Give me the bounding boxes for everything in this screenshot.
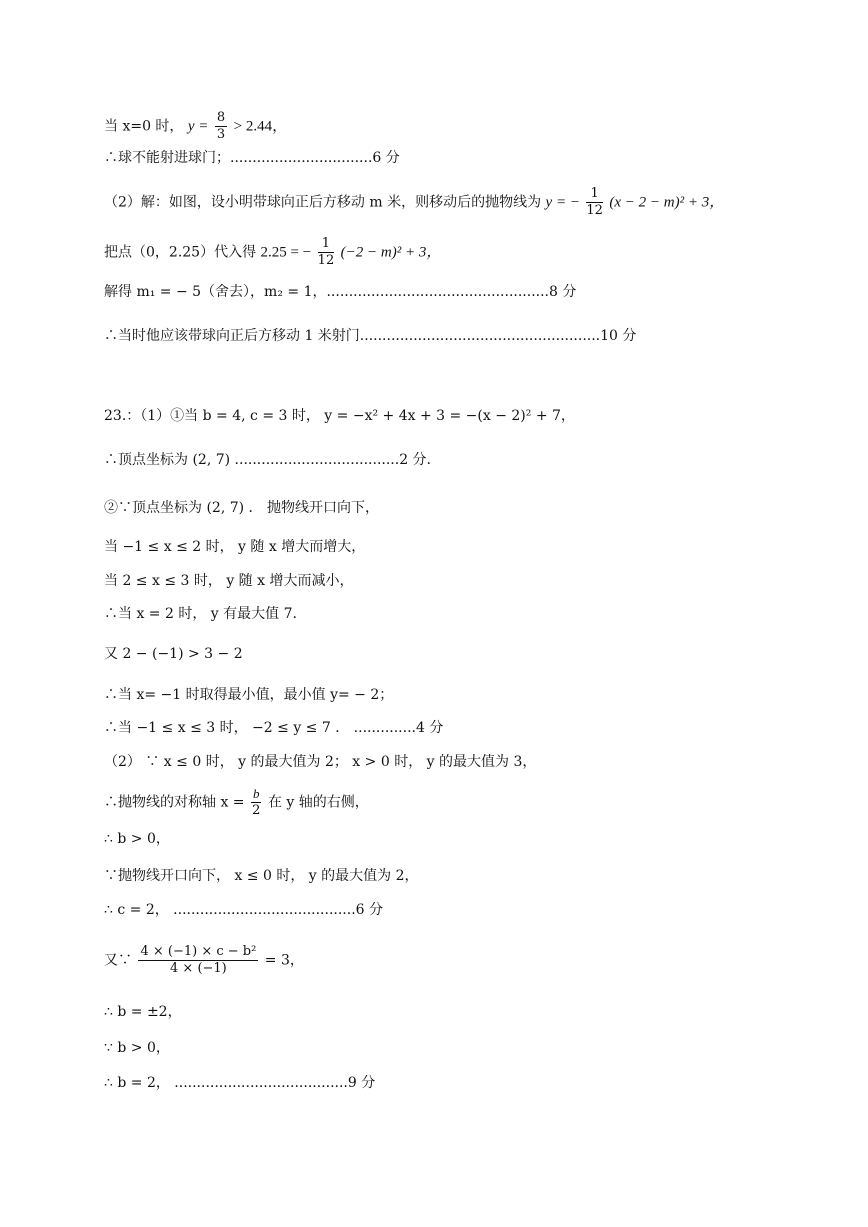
- substitute-text: 把点（0，2.25）代入得: [104, 244, 257, 261]
- text-line-14: ∴当 x= −1 时取得最小值，最小值 y= − 2；: [104, 687, 394, 703]
- text-line-4: [104, 236, 441, 269]
- x-zero-text: 当 x=0 时，: [104, 118, 184, 135]
- text-line-18: ∴ b > 0，: [104, 831, 170, 847]
- fraction-denominator: 12: [586, 203, 603, 218]
- axis-of-symmetry-text: ∴抛物线的对称轴 x =: [104, 794, 245, 811]
- text-line-1: [104, 110, 287, 143]
- fraction-1-12-b: [318, 236, 335, 269]
- text-line-10: 当 −1 ≤ x ≤ 2 时， y 随 x 增大而增大，: [104, 539, 366, 555]
- fraction-numerator: 1: [318, 236, 335, 253]
- text-line-17: [104, 786, 369, 819]
- equals-3: = 3，: [264, 952, 304, 969]
- fraction-denominator: 4 × (−1): [170, 961, 227, 976]
- text-line-7: 23.：（1）①当 b = 4, c = 3 时， y = −x² + 4x + 3 = −(x − 2)² + 7，: [104, 408, 575, 424]
- text-line-16: （2） ∵ x ≤ 0 时， y 的最大值为 2； x > 0 时， y 的最大值为 3，: [104, 754, 537, 770]
- equation-right: (−2 − m)² + 3，: [340, 244, 442, 261]
- parabola-tail: (x − 2 − m)² + 3，: [609, 194, 725, 211]
- text-line-24: ∴ b = 2， .......................................9 分: [104, 1075, 376, 1091]
- fraction-1-12: [586, 186, 603, 219]
- fraction-numerator: 8: [216, 110, 226, 125]
- fraction-numerator: b: [252, 786, 260, 801]
- text-line-23: ∵ b > 0，: [104, 1040, 170, 1056]
- text-line-20: ∴ c = 2， .........................................6 分: [104, 902, 384, 918]
- also-because: 又∵: [104, 952, 132, 969]
- y-neg: y = −: [545, 194, 580, 211]
- text-line-21: [104, 944, 304, 977]
- parabola-intro: （2）解：如图，设小明带球向正后方移动 m 米，则移动后的抛物线为: [104, 194, 542, 211]
- fraction-b-2: [251, 786, 262, 819]
- text-line-15: ∴当 −1 ≤ x ≤ 3 时， −2 ≤ y ≤ 7 ． ..............4 分: [104, 720, 444, 736]
- text-line-8: ∴顶点坐标为 (2, 7) .....................................2 分.: [104, 452, 432, 468]
- text-line-9: ②∵顶点坐标为 (2, 7) ． 抛物线开口向下，: [104, 500, 379, 516]
- text-line-19: ∵抛物线开口向下， x ≤ 0 时， y 的最大值为 2，: [104, 868, 419, 884]
- text-line-2: ∴球不能射进球门；................................6 分: [104, 150, 400, 166]
- gt-2-44: > 2.44，: [233, 118, 288, 135]
- fraction-numerator: 1: [586, 186, 603, 203]
- text-line-22: ∴ b = ±2，: [104, 1004, 182, 1020]
- y-equals: y =: [187, 118, 209, 135]
- text-line-5: 解得 m₁ = − 5（舍去），m₂ = 1，..................................................8 分: [104, 284, 577, 300]
- fraction-numerator: 4 × (−1) × c − b²: [140, 944, 257, 959]
- fraction-vertex-formula: [138, 944, 258, 977]
- text-line-11: 当 2 ≤ x ≤ 3 时， y 随 x 增大而减小，: [104, 573, 354, 589]
- fraction-8-3: [215, 110, 227, 143]
- text-line-3: [104, 186, 724, 219]
- fraction-denominator: 3: [216, 127, 226, 142]
- text-line-6: ∴当时他应该带球向正后方移动 1 米射门......................................................10 分: [104, 328, 637, 344]
- text-line-12: ∴当 x = 2 时， y 有最大值 7.: [104, 606, 297, 622]
- equation-left: 2.25 = −: [260, 244, 312, 261]
- fraction-denominator: 12: [317, 253, 335, 268]
- fraction-denominator: 2: [252, 803, 261, 818]
- text-line-13: 又 2 − (−1) > 3 − 2: [104, 646, 243, 662]
- right-side-text: 在 y 轴的右侧，: [267, 794, 369, 811]
